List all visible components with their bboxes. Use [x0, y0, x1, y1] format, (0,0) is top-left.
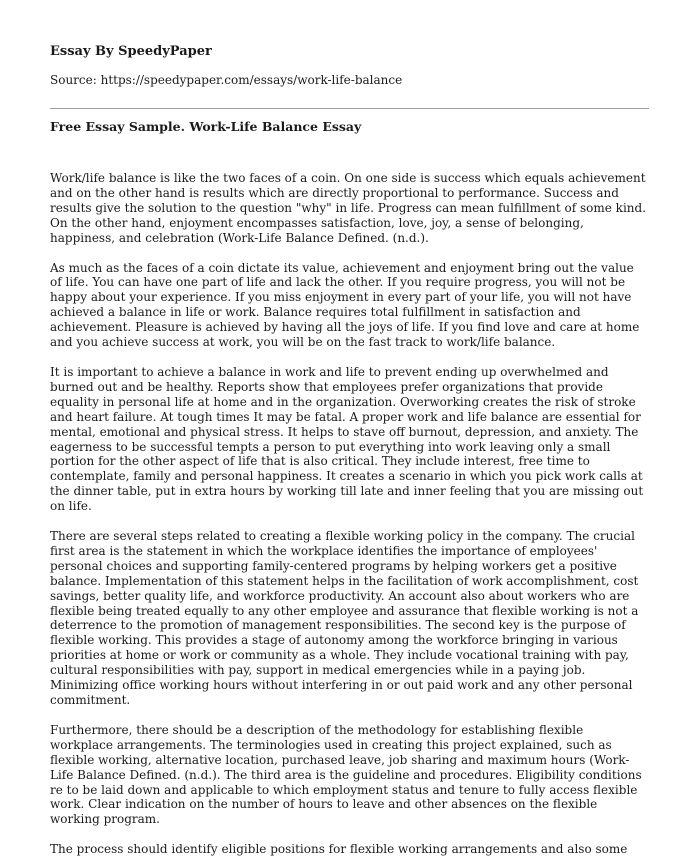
- essay-paragraph: Work/life balance is like the two faces of a coin. On one side is success which equals achievement and on the other hand is results which are directly proportional to performance. Success and results give the solution to the question "why" in life. Progress can mean fulfillment of some kind. On the other hand, enjoyment encompasses satisfaction, love, joy, a sense of belonging, happiness, and celebration (Work-Life Balance Defined. (n.d.).: [50, 171, 647, 245]
- essay-paragraph: There are several steps related to creating a flexible working policy in the company. The crucial first area is the statement in which the workplace identifies the importance of employees' personal choices and supporting family-centered programs by helping workers get a positive balance. Implementation of this statement helps in the facilitation of work accomplishment, cost savings, better quality life, and workforce productivity. An account also about workers who are flexible being treated equally to any other employee and assurance that flexible working is not a deterrence to the promotion of management responsibilities. The second key is the purpose of flexible working. This provides a stage of autonomy among the workforce bringing in various priorities at home or work or community as a whole. They include vocational training with pay, cultural responsibilities with pay, support in medical emergencies while in a paying job. Minimizing office working hours without interfering in or out paid work and any other personal commitment.: [50, 529, 639, 707]
- essay-title: Free Essay Sample. Work-Life Balance Essay: [50, 119, 362, 134]
- essay-body: [50, 171, 649, 857]
- source-line: Source: https://speedypaper.com/essays/work-life-balance: [50, 73, 403, 87]
- header-divider: [50, 108, 649, 109]
- essay-paragraph: The process should identify eligible positions for flexible working arrangements and also some: [50, 842, 628, 857]
- site-title: Essay By SpeedyPaper: [50, 44, 212, 59]
- essay-paragraph: It is important to achieve a balance in work and life to prevent ending up overwhelmed and burned out and be healthy. Reports show that employees prefer organizations that provide equality in personal life at home and in the organization. Overworking creates the risk of stroke and heart failure. At tough times It may be fatal. A proper work and life balance are essential for mental, emotional and physical stress. It helps to stave off burnout, depression, and anxiety. The eagerness to be successful tempts a person to put everything into work leaving only a small portion for the other aspect of life that is also critical. They include interest, free time to contemplate, family and personal happiness. It creates a scenario in which you pick work calls at the dinner table, put in extra hours by working till late and inner feeling that you are missing out on life.: [50, 364, 644, 514]
- essay-paragraph: Furthermore, there should be a description of the methodology for establishing flexible workplace arrangements. The terminologies used in creating this project explained, such as flexible working, alternative location, purchased leave, job sharing and maximum hours (Work-Life Balance Defined. (n.d.). The third area is the guideline and procedures. Eligibility conditions re to be laid down and applicable to which employment status and tenure to fully access flexible work. Clear indication on the number of hours to leave and other absences on the flexible working program.: [50, 722, 642, 827]
- essay-paragraph: As much as the faces of a coin dictate its value, achievement and enjoyment bring out the value of life. You can have one part of life and lack the other. If you require progress, you will not be happy about your experience. If you miss enjoyment in every part of your life, you will not have achieved a balance in life or work. Balance requires total fulfillment in satisfaction and achievement. Pleasure is achieved by having all the joys of life. If you find love and care at home and you achieve success at work, you will be on the fast track to work/life balance.: [50, 260, 640, 350]
